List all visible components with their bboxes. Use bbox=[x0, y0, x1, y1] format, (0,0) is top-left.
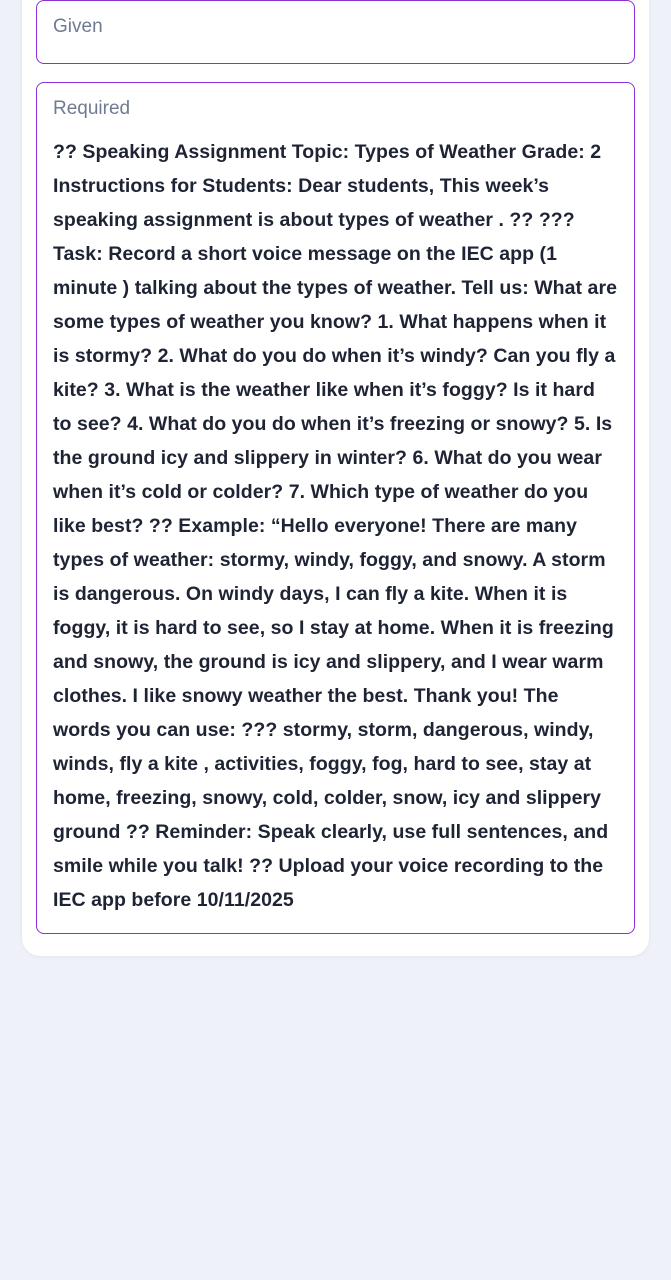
given-field[interactable] bbox=[36, 0, 635, 64]
given-field-label: Given bbox=[53, 16, 103, 37]
required-field-label: Required bbox=[53, 98, 131, 119]
required-field-value[interactable]: ?? Speaking Assignment Topic: Types of Weather Grade: 2 Instructions for Students: Dear students, This week’s speaking assignment is about types of weather . ?? ??? Task: Record a short voice message on the IEC app (1 minute ) talking about the types of weather. Tell us: What are some types of weather you know? 1. What happens when it is stormy? 2. What do you do when it’s windy? Can you fly a kite? 3. What is the weather like when it’s foggy? Is it hard to see? 4. What do you do when it’s freezing or snowy? 5. Is the ground icy and slippery in winter? 6. What do you wear when it’s cold or colder? 7. Which type of weather do you like best? ?? Example: “Hello everyone! There are many types of weather: stormy, windy, foggy, and snowy. A storm is dangerous. On windy days, I can fly a kite. When it is foggy, it is hard to see, so I stay at home. When it is freezing and snowy, the ground is icy and slippery, and I wear warm clothes. I like snowy weather the best. Thank you! The words you can use: ??? stormy, storm, dangerous, windy, winds, fly a kite , activities, foggy, fog, hard to see, stay at home, freezing, snowy, cold, colder, snow, icy and slippery ground ?? Reminder: Speak clearly, use full sentences, and smile while you talk! ?? Upload your voice recording to the IEC app before 10/11/2025 bbox=[53, 141, 623, 911]
required-field[interactable] bbox=[36, 82, 635, 934]
form-card bbox=[22, 0, 649, 956]
